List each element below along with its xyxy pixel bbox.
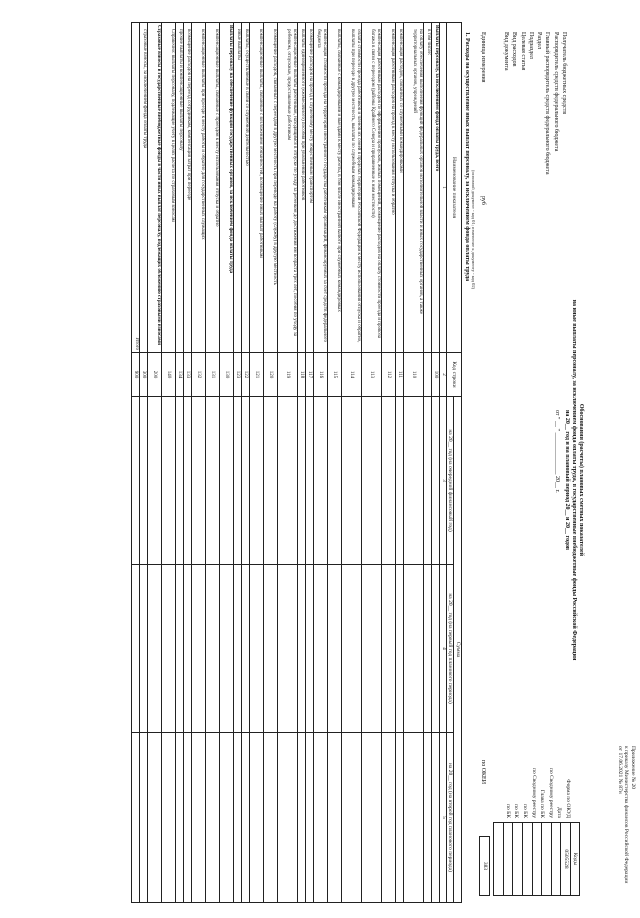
sum-cell[interactable] — [250, 565, 264, 733]
row-name: Выплаты персоналу на обеспечение функций государственных органов, за исключением фонда оплаты труда — [220, 23, 234, 353]
table-body — [132, 23, 440, 903]
sum-cell[interactable] — [396, 733, 404, 903]
title-line: на 20__ год и на плановый период 20__ и 20__ годов — [564, 409, 570, 551]
row-code: 115 — [328, 353, 342, 397]
doc-type-hint: (основной документ - код 01; изменение к документу - код 02) — [471, 170, 476, 290]
sum-cell[interactable] — [362, 733, 382, 903]
row-code: 116 — [314, 353, 328, 397]
row-name: компенсация расходов, связанных со служебными командировками — [396, 23, 404, 353]
sum-cell[interactable] — [362, 397, 382, 565]
sum-cell[interactable] — [184, 565, 192, 733]
code-value — [532, 823, 542, 895]
sum-cell[interactable] — [342, 397, 362, 565]
row-name: на оплату обеспечения выполнения функций федеральных органов исполнительной власти и иных государственных органов, а также территориальных органов, учреждений — [404, 23, 424, 353]
field-label: Распорядитель средств федерального бюджета — [552, 32, 559, 152]
table-row — [264, 23, 278, 903]
row-code: 119 — [278, 353, 298, 397]
row-code: 120 — [264, 353, 278, 397]
row-code: 100 — [432, 353, 440, 397]
field-label: Вид документа — [502, 32, 509, 71]
row-name: иные выплаты — [234, 23, 242, 353]
col-number: 2 — [440, 353, 447, 397]
sum-cell[interactable] — [382, 397, 396, 565]
row-name: в том числе: — [424, 23, 432, 353]
code-label: по БК — [504, 804, 511, 818]
field-label: Получатель бюджетных средств — [561, 32, 567, 115]
col-number: 5 — [440, 733, 447, 903]
units-label: Единица измерения — [480, 32, 486, 83]
sum-cell[interactable] — [328, 565, 342, 733]
code-label: по БК — [513, 804, 520, 818]
table-row — [314, 23, 328, 903]
sum-cell[interactable] — [184, 397, 192, 565]
row-name: компенсация работникам расходов по оформлению пропусков, жилых помещений, возмещение расходов на оплату стоимости проезда и провоза багажа в связи с переездом (районы Крайнего Севера и приравненные к ним местности) — [362, 23, 382, 353]
row-name: выплаты, осуществляемые в связи со служебной деятельностью — [242, 23, 250, 353]
sum-cell[interactable] — [424, 397, 432, 565]
table-row — [362, 23, 382, 903]
sum-cell[interactable] — [148, 733, 162, 903]
sum-cell[interactable] — [264, 565, 278, 733]
okei-label: по ОКЕИ — [480, 760, 486, 785]
table-row — [404, 23, 424, 903]
sum-cell[interactable] — [424, 733, 432, 903]
row-code: 134 — [176, 353, 184, 397]
sum-cell[interactable] — [298, 397, 306, 565]
row-name: выплаты, связанные с командировками и выездами к месту работы, в том числе иностранной валюте при служебных командировках — [328, 23, 342, 353]
code-labels — [503, 700, 572, 818]
table-row — [306, 23, 314, 903]
approval-line: к приказу Министерства финансов Российской Федерации — [623, 746, 630, 884]
sum-cell[interactable] — [234, 565, 242, 733]
sum-cell[interactable] — [432, 397, 440, 565]
sum-cell[interactable] — [404, 733, 424, 903]
field-label: Раздел — [536, 32, 543, 49]
sum-cell[interactable] — [162, 565, 176, 733]
col-header-current-year: на 20__ год (на очередной финансовый год) — [447, 397, 455, 565]
sum-cell[interactable] — [184, 733, 192, 903]
sum-cell[interactable] — [220, 397, 234, 565]
sum-cell[interactable] — [250, 397, 264, 565]
sum-cell[interactable] — [192, 733, 206, 903]
sum-cell[interactable] — [306, 565, 314, 733]
okei-value: 383 — [479, 836, 490, 896]
sum-cell[interactable] — [382, 565, 396, 733]
col-header-code: Код строки — [447, 353, 462, 397]
row-code: 123 — [234, 353, 242, 397]
row-name: компенсация стоимости проезда на территории иностранного государства работникам организаций, финансируемых за счет средств федерального бюджета — [314, 23, 328, 353]
col-number: 1 — [440, 23, 447, 353]
table-row — [250, 23, 264, 903]
sum-cell[interactable] — [250, 733, 264, 903]
sum-cell[interactable] — [242, 733, 250, 903]
row-code: 114 — [342, 353, 362, 397]
field-label: Вид расходов — [511, 32, 518, 67]
sum-cell[interactable] — [220, 733, 234, 903]
row-code: 132 — [192, 353, 206, 397]
sum-cell[interactable] — [162, 397, 176, 565]
row-name: Страховые взносы в государственные внебюджетные фонды в части иных выплат персоналу, подлежащих обложению страховыми взносами — [148, 23, 162, 353]
sum-cell[interactable] — [278, 397, 298, 565]
field-label: Подраздел — [527, 32, 534, 59]
col-header-first-plan-year: на 20__ год (на первый год планового периода) — [447, 565, 455, 733]
row-name: прочие выплаты и компенсационные выплаты персоналу — [176, 23, 184, 353]
sum-cell[interactable] — [432, 733, 440, 903]
sum-cell[interactable] — [328, 733, 342, 903]
row-code: 140 — [162, 353, 176, 397]
section-heading: 1. Расходы на осуществление иных выплат персоналу, за исключением фонда оплаты труда — [464, 32, 470, 282]
form-title — [563, 240, 584, 720]
header-fields — [502, 32, 568, 292]
codes-header: Коды — [570, 823, 579, 895]
code-value: 0505528 — [560, 823, 570, 895]
row-name: Выплаты персоналу, за исключением фонда оплаты труда, всего — [432, 23, 440, 353]
sum-cell[interactable] — [298, 733, 306, 903]
total-code: 900 — [132, 353, 140, 397]
row-name: компенсационные выплаты, связанные с возложением обязанностей, возмещение иных выплат работникам — [250, 23, 264, 353]
total-label: Итого — [132, 23, 140, 353]
sum-cell[interactable] — [382, 733, 396, 903]
sum-cell[interactable] — [424, 565, 432, 733]
code-value — [503, 823, 513, 895]
row-code: 122 — [242, 353, 250, 397]
sum-cell[interactable] — [396, 565, 404, 733]
row-code: 112 — [382, 353, 396, 397]
sum-cell[interactable] — [306, 397, 314, 565]
total-sum-cell[interactable] — [132, 397, 140, 565]
row-code: 300 — [140, 353, 148, 397]
code-value — [494, 823, 503, 895]
table-row — [432, 23, 440, 903]
row-name: оплата стоимости проезда работников и членов их семей в пределах территории Российской Федерации к месту использования отпуска и обратно, выплаты при переезде в другую местность, выплаты по служебным командировкам — [342, 23, 362, 353]
sum-cell[interactable] — [306, 733, 314, 903]
sum-cell[interactable] — [192, 565, 206, 733]
row-code: 111 — [396, 353, 404, 397]
sum-cell[interactable] — [314, 733, 328, 903]
title-line: на иные выплаты персоналу, за исключением фонда оплаты труда, в государственные внебюджетные фонды Российской Федерации — [571, 299, 577, 661]
row-code: 117 — [306, 353, 314, 397]
sum-cell[interactable] — [140, 397, 148, 565]
row-code: 118 — [298, 353, 306, 397]
total-sum-cell[interactable] — [132, 565, 140, 733]
code-label: по Сводному реестру — [530, 768, 537, 818]
header-field — [510, 32, 518, 292]
table-row — [206, 23, 220, 903]
form-date: от " __ " ______________ 20__ г. — [554, 410, 560, 493]
code-label: Форма по ОКУД — [565, 779, 571, 818]
table-row — [192, 23, 206, 903]
row-name: страховые взносы, за исключением фонда оплаты труда — [140, 23, 148, 353]
codes-box — [493, 822, 580, 896]
sum-cell[interactable] — [206, 733, 220, 903]
sum-cell[interactable] — [234, 397, 242, 565]
row-code: 131 — [206, 353, 220, 397]
row-name: компенсация работникам расходов на проезд к месту использования отпуска и обратно — [382, 23, 396, 353]
sum-cell[interactable] — [264, 397, 278, 565]
row-name: выплаты единовременного (ежемесячного) пособия при увольнении работников — [298, 23, 306, 353]
sum-cell[interactable] — [396, 397, 404, 565]
table-row — [140, 23, 148, 903]
sum-cell[interactable] — [192, 397, 206, 565]
col-header-second-plan-year: на 20__ год (на второй год планового периода) — [447, 733, 455, 903]
code-label: Дата — [556, 807, 563, 818]
code-label: Глава по БК — [539, 789, 546, 818]
sum-cell[interactable] — [314, 397, 328, 565]
sum-cell[interactable] — [148, 397, 162, 565]
table-row — [298, 23, 306, 903]
sum-cell[interactable] — [176, 733, 184, 903]
table-row — [220, 23, 234, 903]
sum-cell[interactable] — [140, 733, 148, 903]
row-code: 200 — [148, 353, 162, 397]
table-row — [424, 23, 432, 903]
sum-cell[interactable] — [404, 565, 424, 733]
row-code: 110 — [404, 353, 424, 397]
sum-cell[interactable] — [234, 733, 242, 903]
row-code: 121 — [250, 353, 264, 397]
sum-cell[interactable] — [264, 733, 278, 903]
row-name: возмещение расходов на переезд сотрудникам, компенсация затрат при переезде — [184, 23, 192, 353]
row-code: 113 — [362, 353, 382, 397]
sum-cell[interactable] — [314, 565, 328, 733]
sum-cell[interactable] — [162, 733, 176, 903]
header-field — [551, 32, 559, 292]
header-field — [527, 32, 535, 292]
header-field — [560, 32, 568, 292]
header-field — [502, 32, 510, 292]
row-name: Справочно: выплаты персоналу, подлежащие учету в целях расчета по страховым взносам — [162, 23, 176, 353]
sum-cell[interactable] — [432, 565, 440, 733]
total-row — [132, 23, 140, 903]
approval-line: Приложение № 20 — [630, 746, 636, 790]
code-label: по БК — [522, 804, 529, 818]
table-row — [382, 23, 396, 903]
col-header-sum: Сумма — [454, 397, 462, 903]
table-row — [242, 23, 250, 903]
row-code: 133 — [184, 353, 192, 397]
units-value: руб — [480, 196, 486, 205]
header-field — [535, 32, 543, 292]
table-row — [278, 23, 298, 903]
sum-cell[interactable] — [242, 565, 250, 733]
header-field — [543, 32, 551, 292]
sum-cell[interactable] — [206, 565, 220, 733]
table-row — [396, 23, 404, 903]
col-number: 3 — [440, 397, 447, 565]
table-row — [148, 23, 162, 903]
sum-cell[interactable] — [206, 397, 220, 565]
total-sum-cell[interactable] — [132, 733, 140, 903]
sum-cell[interactable] — [220, 565, 234, 733]
col-number: 4 — [440, 565, 447, 733]
field-label: Целевая статья — [519, 32, 526, 71]
code-value — [541, 823, 551, 895]
sum-cell[interactable] — [148, 565, 162, 733]
code-label: по Сводному реестру — [547, 768, 554, 818]
table-row — [234, 23, 242, 903]
table-row — [176, 23, 184, 903]
sum-cell[interactable] — [278, 565, 298, 733]
header-field — [518, 32, 526, 292]
sum-cell[interactable] — [176, 397, 184, 565]
code-value — [512, 823, 522, 895]
sum-cell[interactable] — [328, 397, 342, 565]
sum-cell[interactable] — [140, 565, 148, 733]
sum-cell[interactable] — [342, 733, 362, 903]
col-header-name: Наименование показателя — [447, 23, 462, 353]
sum-cell[interactable] — [278, 733, 298, 903]
approval-line: от 17.06.2021 № 87н — [617, 746, 623, 794]
sum-cell[interactable] — [242, 397, 250, 565]
table-row — [342, 23, 362, 903]
row-code: 130 — [220, 353, 234, 397]
sum-cell[interactable] — [362, 565, 382, 733]
calculation-table — [131, 22, 462, 903]
approval-stamp — [617, 746, 637, 906]
table-row — [162, 23, 176, 903]
row-name: возмещение расходов на проезд к служебному месту общественным транспортом — [306, 23, 314, 353]
field-label: Главный распорядитель средств федерального бюджета — [544, 32, 551, 175]
table-row — [184, 23, 192, 903]
sum-cell[interactable] — [404, 397, 424, 565]
table-row — [328, 23, 342, 903]
sum-cell[interactable] — [342, 565, 362, 733]
title-line: Обоснования (расчеты) плановых сметных показателей — [578, 403, 584, 557]
row-code — [424, 353, 432, 397]
row-name: компенсационные выплаты при проезде к месту работы и обратно для государственных служащих — [192, 23, 206, 353]
row-name: компенсационные выплаты работникам, находящимся в отпуске по уходу за ребенком до достижения им возраста трех лет, пособия по уходу за ребенком, отпускные, предоставляемые работникам — [278, 23, 298, 353]
code-value — [551, 823, 561, 895]
sum-cell[interactable] — [298, 565, 306, 733]
row-name: компенсационные выплаты, связанные с проездом к месту использования отпуска и обратно — [206, 23, 220, 353]
row-name: возмещение расходов, связанных с переездом в другую местность при переводе на работу (службу) в другую местность — [264, 23, 278, 353]
sum-cell[interactable] — [176, 565, 184, 733]
code-value — [522, 823, 532, 895]
